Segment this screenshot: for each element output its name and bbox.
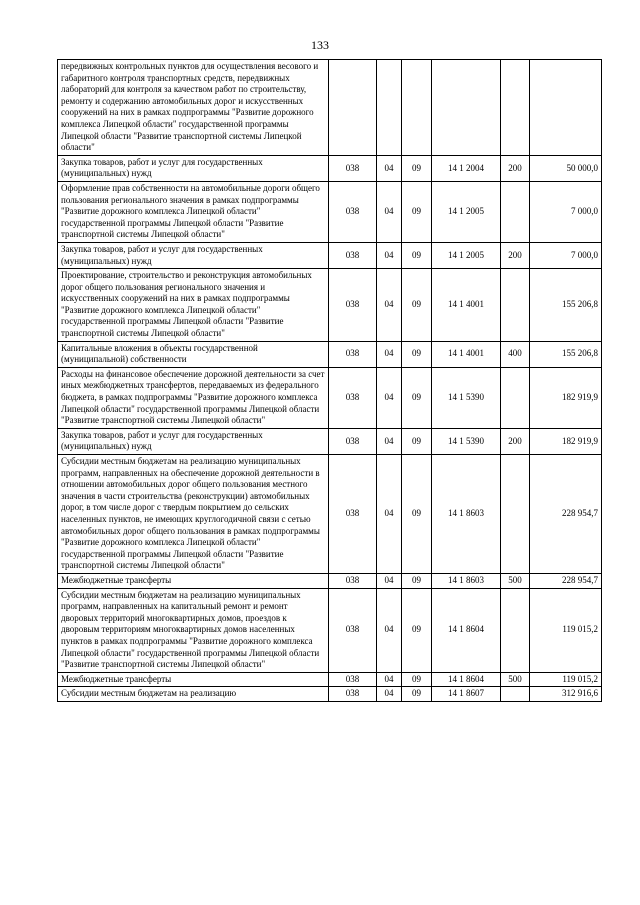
table-row bbox=[58, 588, 602, 672]
expense-type-code: 200 bbox=[501, 242, 530, 268]
target-article-code: 14 1 5390 bbox=[432, 428, 501, 454]
expense-name: передвижных контрольных пунктов для осуществления весового и габаритного контроля транспортных средств, передвижных лабораторий для контроля за качеством работ по строительству, ремонту и содержанию автомобильных дорог и искусственных сооружений на них в рамках подпрограммы "Развитие дорожного комплекса Липецкой области" государственной программы Липецкой области "Развитие транспортной системы Липецкой области" bbox=[58, 60, 329, 156]
target-article-code: 14 1 2004 bbox=[432, 155, 501, 181]
target-article-code: 14 1 5390 bbox=[432, 367, 501, 428]
subsection-code: 09 bbox=[402, 242, 432, 268]
expense-type-code bbox=[501, 60, 530, 156]
grbs-code: 038 bbox=[329, 181, 377, 242]
grbs-code: 038 bbox=[329, 687, 377, 702]
expense-name: Закупка товаров, работ и услуг для государственных (муниципальных) нужд bbox=[58, 428, 329, 454]
subsection-code bbox=[402, 60, 432, 156]
expense-type-code bbox=[501, 367, 530, 428]
target-article-code: 14 1 4001 bbox=[432, 341, 501, 367]
subsection-code: 09 bbox=[402, 367, 432, 428]
expense-name: Субсидии местным бюджетам на реализацию bbox=[58, 687, 329, 702]
table-row bbox=[58, 687, 602, 702]
amount: 182 919,9 bbox=[530, 367, 602, 428]
section-code: 04 bbox=[377, 181, 402, 242]
target-article-code: 14 1 2005 bbox=[432, 181, 501, 242]
subsection-code: 09 bbox=[402, 588, 432, 672]
grbs-code bbox=[329, 60, 377, 156]
subsection-code: 09 bbox=[402, 573, 432, 588]
amount: 155 206,8 bbox=[530, 269, 602, 342]
amount: 312 916,6 bbox=[530, 687, 602, 702]
target-article-code: 14 1 8604 bbox=[432, 672, 501, 687]
expense-name: Межбюджетные трансферты bbox=[58, 672, 329, 687]
amount bbox=[530, 60, 602, 156]
table-row bbox=[58, 367, 602, 428]
table-row bbox=[58, 242, 602, 268]
grbs-code: 038 bbox=[329, 588, 377, 672]
grbs-code: 038 bbox=[329, 367, 377, 428]
subsection-code: 09 bbox=[402, 687, 432, 702]
expense-name: Оформление прав собственности на автомобильные дороги общего пользования регионального значения в рамках подпрограммы "Развитие дорожного комплекса Липецкой области" государственной программы Липецкой области "Развитие транспортной системы Липецкой области" bbox=[58, 181, 329, 242]
subsection-code: 09 bbox=[402, 341, 432, 367]
subsection-code: 09 bbox=[402, 455, 432, 574]
subsection-code: 09 bbox=[402, 181, 432, 242]
budget-table-body bbox=[58, 60, 602, 702]
table-row bbox=[58, 672, 602, 687]
expense-name: Межбюджетные трансферты bbox=[58, 573, 329, 588]
table-row bbox=[58, 573, 602, 588]
section-code: 04 bbox=[377, 242, 402, 268]
amount: 7 000,0 bbox=[530, 181, 602, 242]
subsection-code: 09 bbox=[402, 155, 432, 181]
amount: 182 919,9 bbox=[530, 428, 602, 454]
table-row bbox=[58, 428, 602, 454]
expense-name: Закупка товаров, работ и услуг для государственных (муниципальных) нужд bbox=[58, 242, 329, 268]
section-code: 04 bbox=[377, 155, 402, 181]
target-article-code: 14 1 8604 bbox=[432, 588, 501, 672]
amount: 119 015,2 bbox=[530, 672, 602, 687]
expense-type-code bbox=[501, 588, 530, 672]
table-row bbox=[58, 455, 602, 574]
expense-type-code: 500 bbox=[501, 573, 530, 588]
expense-type-code bbox=[501, 455, 530, 574]
subsection-code: 09 bbox=[402, 269, 432, 342]
grbs-code: 038 bbox=[329, 155, 377, 181]
section-code: 04 bbox=[377, 455, 402, 574]
expense-name: Расходы на финансовое обеспечение дорожной деятельности за счет иных межбюджетных трансфертов, передаваемых из федерального бюджета, в рамках подпрограммы "Развитие дорожного комплекса Липецкой области" государственной программы Липецкой области "Развитие транспортной системы Липецкой области" bbox=[58, 367, 329, 428]
amount: 155 206,8 bbox=[530, 341, 602, 367]
table-row bbox=[58, 341, 602, 367]
table-row bbox=[58, 269, 602, 342]
expense-type-code bbox=[501, 269, 530, 342]
target-article-code: 14 1 8603 bbox=[432, 573, 501, 588]
expense-name: Субсидии местным бюджетам на реализацию муниципальных программ, направленных на капитальный ремонт и ремонт дворовых территорий многоквартирных домов, проездов к дворовым территориям многоквартирных домов населенных пунктов в рамках подпрограммы "Развитие дорожного комплекса Липецкой области" государственной программы Липецкой области "Развитие транспортной системы Липецкой области" bbox=[58, 588, 329, 672]
target-article-code: 14 1 2005 bbox=[432, 242, 501, 268]
section-code: 04 bbox=[377, 588, 402, 672]
expense-type-code: 200 bbox=[501, 428, 530, 454]
grbs-code: 038 bbox=[329, 269, 377, 342]
table-row bbox=[58, 181, 602, 242]
amount: 228 954,7 bbox=[530, 455, 602, 574]
table-row bbox=[58, 60, 602, 156]
grbs-code: 038 bbox=[329, 428, 377, 454]
section-code: 04 bbox=[377, 428, 402, 454]
grbs-code: 038 bbox=[329, 672, 377, 687]
expense-type-code: 500 bbox=[501, 672, 530, 687]
subsection-code: 09 bbox=[402, 428, 432, 454]
amount: 228 954,7 bbox=[530, 573, 602, 588]
page-number: 133 bbox=[311, 38, 329, 52]
section-code bbox=[377, 60, 402, 156]
subsection-code: 09 bbox=[402, 672, 432, 687]
expense-name: Проектирование, строительство и реконструкция автомобильных дорог общего пользования регионального значения и искусственных сооружений на них в рамках подпрограммы "Развитие дорожного комплекса Липецкой области" государственной программы Липецкой области "Развитие транспортной системы Липецкой области" bbox=[58, 269, 329, 342]
target-article-code: 14 1 8603 bbox=[432, 455, 501, 574]
grbs-code: 038 bbox=[329, 341, 377, 367]
expense-type-code bbox=[501, 181, 530, 242]
amount: 50 000,0 bbox=[530, 155, 602, 181]
target-article-code: 14 1 8607 bbox=[432, 687, 501, 702]
expense-type-code: 400 bbox=[501, 341, 530, 367]
section-code: 04 bbox=[377, 573, 402, 588]
section-code: 04 bbox=[377, 341, 402, 367]
grbs-code: 038 bbox=[329, 455, 377, 574]
section-code: 04 bbox=[377, 672, 402, 687]
grbs-code: 038 bbox=[329, 573, 377, 588]
grbs-code: 038 bbox=[329, 242, 377, 268]
section-code: 04 bbox=[377, 269, 402, 342]
expense-name: Закупка товаров, работ и услуг для государственных (муниципальных) нужд bbox=[58, 155, 329, 181]
target-article-code: 14 1 4001 bbox=[432, 269, 501, 342]
expense-type-code: 200 bbox=[501, 155, 530, 181]
table-row bbox=[58, 155, 602, 181]
target-article-code bbox=[432, 60, 501, 156]
amount: 119 015,2 bbox=[530, 588, 602, 672]
amount: 7 000,0 bbox=[530, 242, 602, 268]
section-code: 04 bbox=[377, 367, 402, 428]
expense-type-code bbox=[501, 687, 530, 702]
section-code: 04 bbox=[377, 687, 402, 702]
budget-table bbox=[57, 59, 602, 702]
expense-name: Капитальные вложения в объекты государственной (муниципальной) собственности bbox=[58, 341, 329, 367]
expense-name: Субсидии местным бюджетам на реализацию муниципальных программ, направленных на обеспечение дорожной деятельности в отношении автомобильных дорог общего пользования местного значения в части строительства (реконструкции) автомобильных дорог, в том числе дорог с твердым покрытием до сельских населенных пунктов, не имеющих круглогодичной связи с сетью автомобильных дорог общего пользования в рамках подпрограммы "Развитие дорожного комплекса Липецкой области" государственной программы Липецкой области "Развитие транспортной системы Липецкой области" bbox=[58, 455, 329, 574]
